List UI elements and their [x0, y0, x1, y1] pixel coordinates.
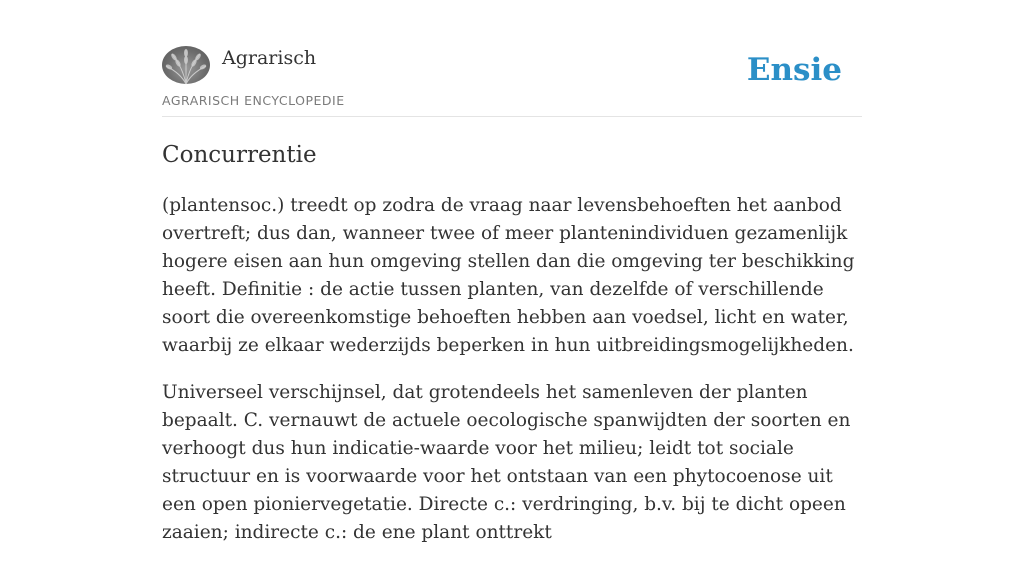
source-subtitle: AGRARISCH ENCYCLOPEDIE	[162, 93, 345, 108]
source-avatar[interactable]	[162, 46, 210, 84]
article-paragraph: (plantensoc.) treedt op zodra de vraag naar levensbehoeften het aanbod overtreft; dus dan, wanneer twee of meer plantenindividuen gezamenlijk hogere eisen aan hun omgeving stellen dan die omgeving ter beschikking heeft. Definitie : de actie tussen planten, van dezelfde of verschillende soort die overeenkomstige behoeften hebben aan voedsel, licht en water, waarbij ze elkaar wederzijds beperken in hun uitbreidingsmogelijkheden.	[162, 195, 855, 356]
article-paragraph: Universeel verschijnsel, dat grotendeels het samenleven der planten bepaalt. C. vernauwt de actuele oecologische spanwijdten der soorten en verhoogt dus hun indicatie-waarde voor het milieu; leidt tot sociale structuur en is voorwaarde voor het ontstaan van een phytocoenose uit een open pioniervegetatie. Directe c.: verdringing, b.v. bij te dicht opeen zaaien; indirecte c.: de ene plant onttrekt	[162, 382, 851, 543]
page-title: Concurrentie	[162, 142, 317, 168]
wheat-icon	[162, 46, 210, 84]
page-header	[162, 45, 862, 117]
brand-logo[interactable]: Ensie	[746, 52, 842, 88]
source-name[interactable]: Agrarisch	[222, 47, 317, 69]
article-body	[162, 192, 866, 566]
